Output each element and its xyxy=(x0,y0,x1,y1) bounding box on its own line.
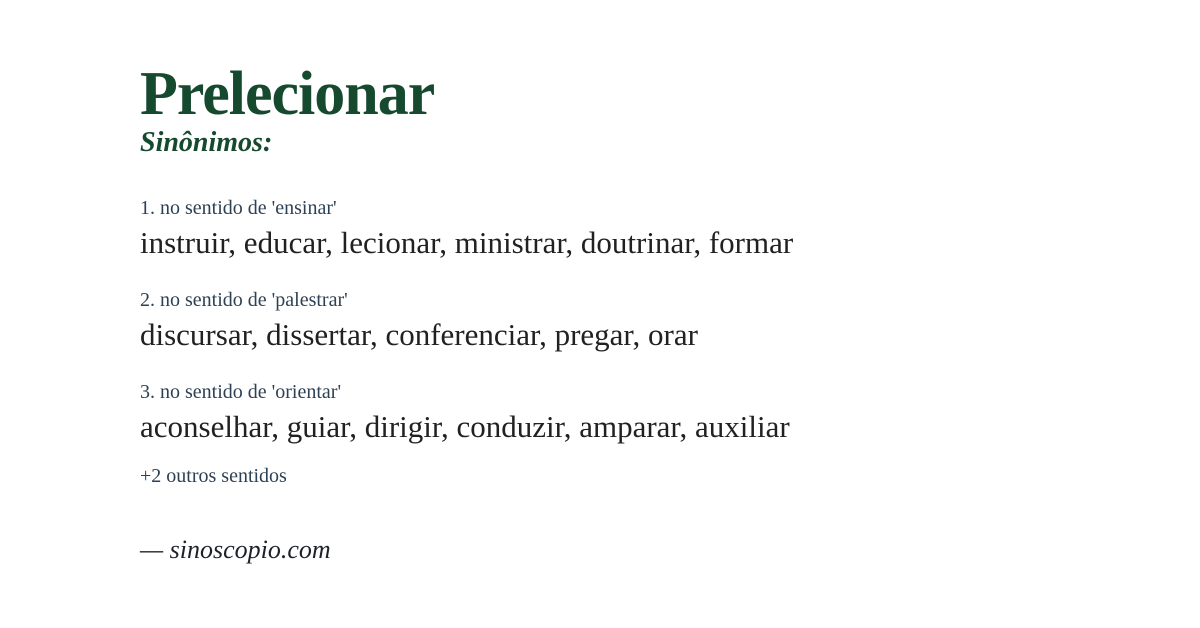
sense-synonyms: aconselhar, guiar, dirigir, conduzir, amparar, auxiliar xyxy=(140,409,790,444)
attribution: — sinoscopio.com xyxy=(140,535,331,564)
page-title: Prelecionar xyxy=(140,60,435,128)
sense-block-1 xyxy=(140,196,1160,262)
sense-synonyms: instruir, educar, lecionar, ministrar, doutrinar, formar xyxy=(140,225,794,260)
sense-label: 3. no sentido de 'orientar' xyxy=(140,381,342,403)
sense-block-2 xyxy=(140,288,1160,354)
sense-label: 2. no sentido de 'palestrar' xyxy=(140,289,348,311)
senses-list xyxy=(140,196,1160,446)
more-senses-text: +2 outros sentidos xyxy=(140,465,287,487)
sense-label: 1. no sentido de 'ensinar' xyxy=(140,197,337,219)
sense-block-3 xyxy=(140,380,1160,446)
synonyms-heading: Sinônimos: xyxy=(140,127,273,158)
sense-synonyms: discursar, dissertar, conferenciar, pregar, orar xyxy=(140,317,698,352)
